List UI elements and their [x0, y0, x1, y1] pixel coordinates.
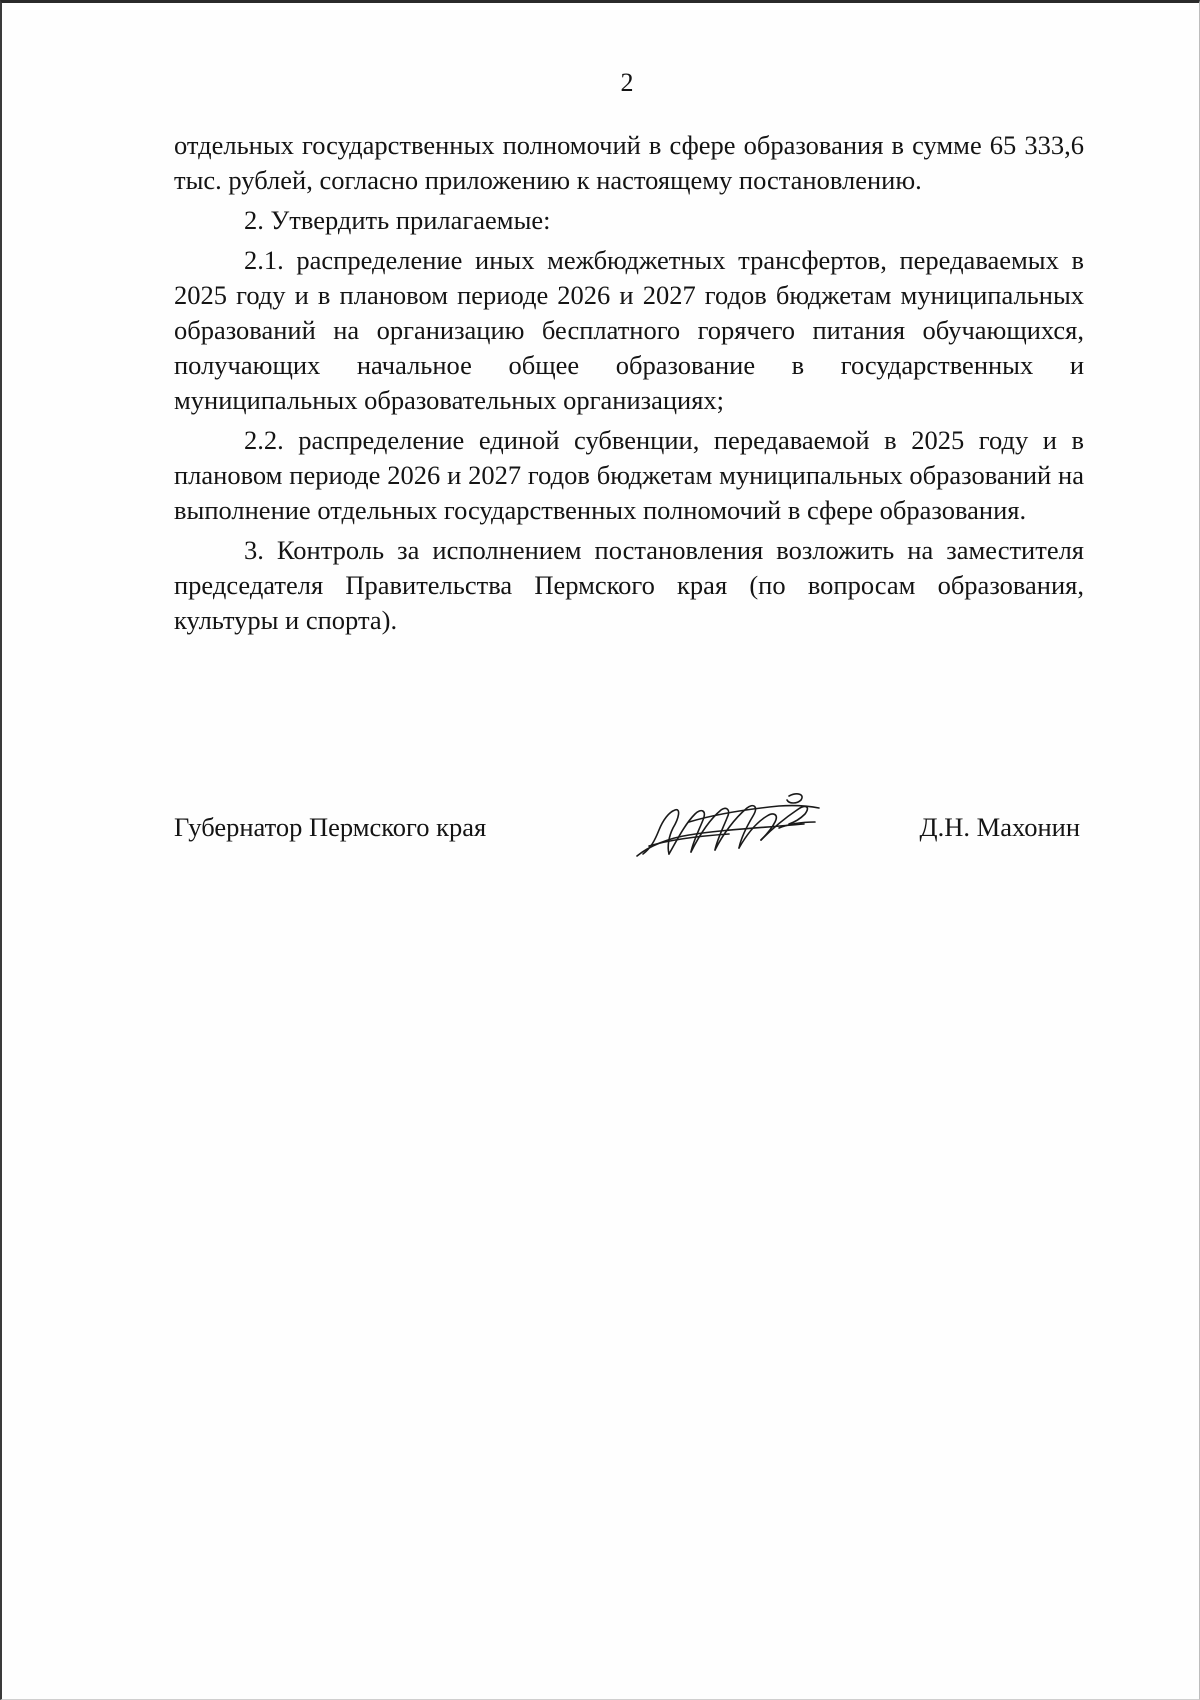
paragraph-continuation: отдельных государственных полномочий в сфере образования в сумме 65 333,6 тыс. рублей, согласно приложению к настоящему постановлению.: [174, 130, 1084, 195]
signatory-position-title: Губернатор Пермского края: [174, 812, 487, 842]
handwritten-signature-icon: [629, 788, 829, 863]
paragraph-item-2-1: 2.1. распределение иных межбюджетных трансфертов, передаваемых в 2025 году и в плановом периоде 2026 и 2027 годов бюджетам муниципальных образований на организацию бесплатного горячего питания обучающихся, получающих начальное общее образование в государственных и муниципальных образовательных организациях;: [174, 245, 1084, 415]
paragraph-item-3: 3. Контроль за исполнением постановления возложить на заместителя председателя Правительства Пермского края (по вопросам образования, культуры и спорта).: [174, 535, 1084, 635]
page-number: 2: [620, 68, 634, 97]
signatory-name: Д.Н. Махонин: [919, 812, 1080, 842]
paragraph-item-2-2: 2.2. распределение единой субвенции, передаваемой в 2025 году и в плановом периоде 2026 и 2027 годов бюджетам муниципальных образований на выполнение отдельных государственных полномочий в сфере образования.: [174, 425, 1084, 525]
paragraph-item-2: 2. Утвердить прилагаемые:: [244, 205, 551, 235]
document-body: [174, 128, 1084, 643]
signature-block: [174, 788, 1084, 878]
